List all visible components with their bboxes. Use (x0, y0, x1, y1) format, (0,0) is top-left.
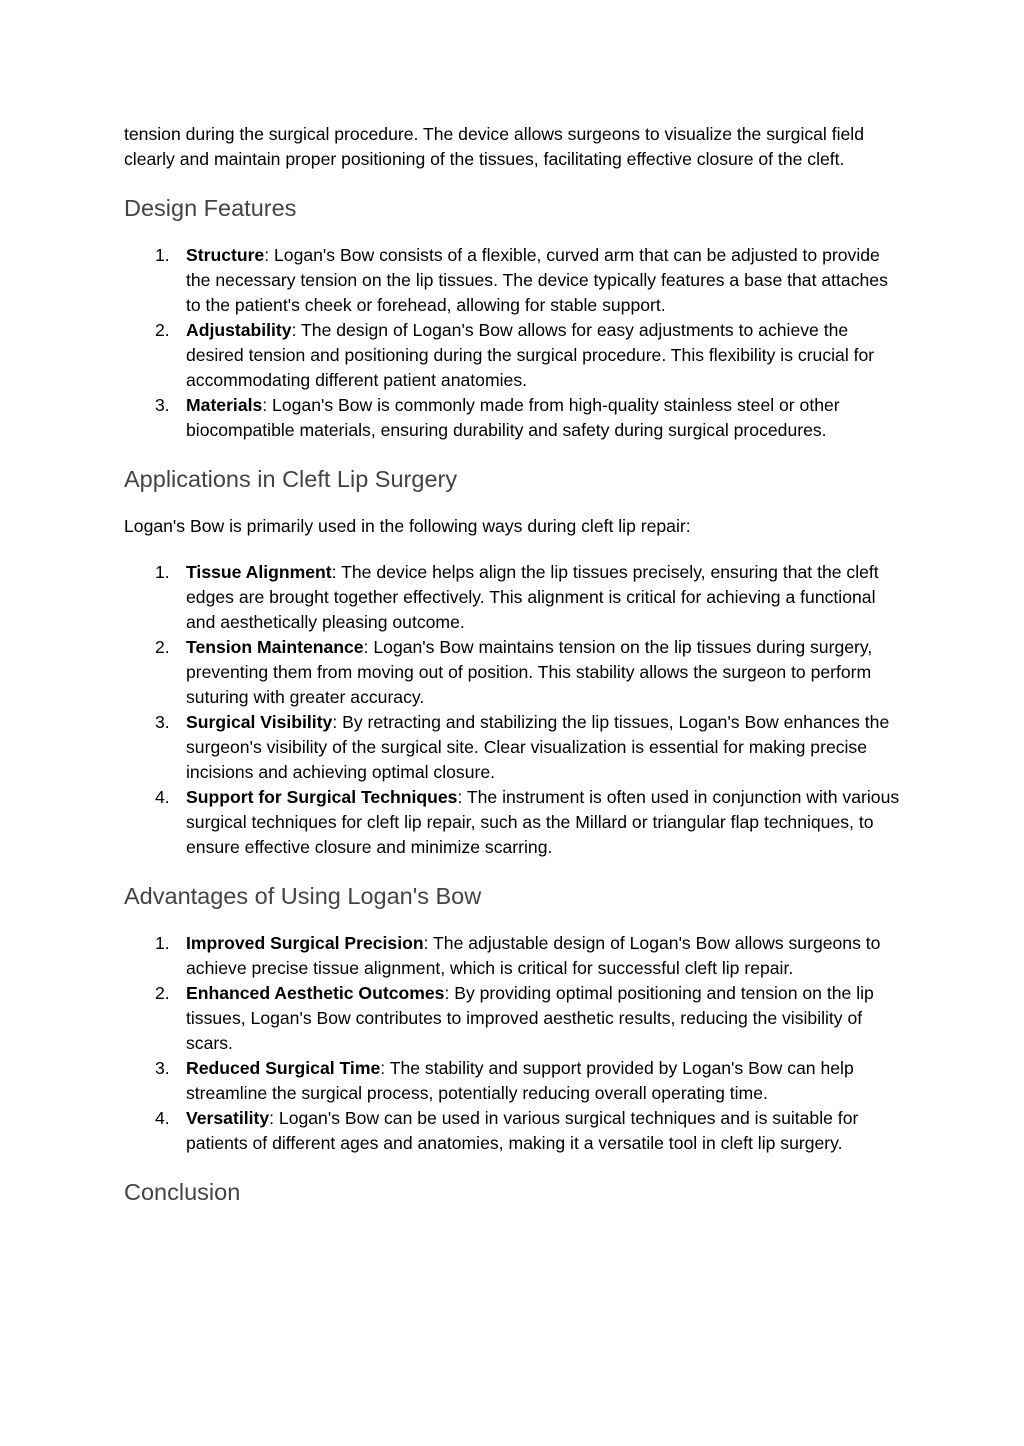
list-item: 4. Versatility: Logan's Bow can be used in various surgical techniques and is suitable for patients of different ages and anatomies, making it a versatile tool in cleft lip surgery. (155, 1108, 859, 1153)
conclusion-heading: Conclusion (124, 1179, 241, 1205)
list-item: 3. Surgical Visibility: By retracting and stabilizing the lip tissues, Logan's Bow enhances the surgeon's visibility of the surgical site. Clear visualization is essential for making precise incisions and achieving optimal closure. (155, 712, 890, 782)
applications-heading: Applications in Cleft Lip Surgery (124, 466, 458, 492)
advantages-heading: Advantages of Using Logan's Bow (124, 883, 482, 909)
document-page (124, 122, 900, 1206)
design-features-heading: Design Features (124, 195, 297, 221)
list-item: 1. Improved Surgical Precision: The adjustable design of Logan's Bow allows surgeons to achieve precise tissue alignment, which is critical for successful cleft lip repair. (155, 933, 881, 978)
intro-paragraph: tension during the surgical procedure. The device allows surgeons to visualize the surgical field clearly and maintain proper positioning of the tissues, facilitating effective closure of the cleft. (124, 124, 865, 169)
applications-intro: Logan's Bow is primarily used in the following ways during cleft lip repair: (124, 516, 691, 536)
advantages-list (124, 931, 900, 1156)
applications-list (124, 560, 900, 860)
list-item: 4. Support for Surgical Techniques: The instrument is often used in conjunction with various surgical techniques for cleft lip repair, such as the Millard or triangular flap techniques, to ensure effective closure and minimize scarring. (155, 787, 900, 857)
design-features-list (124, 243, 900, 443)
list-item: 2. Adjustability: The design of Logan's Bow allows for easy adjustments to achieve the desired tension and positioning during the surgical procedure. This flexibility is crucial for accommodating different patient anatomies. (155, 320, 875, 390)
list-item: 1. Tissue Alignment: The device helps align the lip tissues precisely, ensuring that the cleft edges are brought together effectively. This alignment is critical for achieving a functional and aesthetically pleasing outcome. (155, 562, 879, 632)
list-item: 3. Reduced Surgical Time: The stability and support provided by Logan's Bow can help streamline the surgical process, potentially reducing overall operating time. (155, 1058, 854, 1103)
list-item: 2. Enhanced Aesthetic Outcomes: By providing optimal positioning and tension on the lip tissues, Logan's Bow contributes to improved aesthetic results, reducing the visibility of scars. (155, 983, 874, 1053)
list-item: 3. Materials: Logan's Bow is commonly made from high-quality stainless steel or other biocompatible materials, ensuring durability and safety during surgical procedures. (155, 395, 840, 440)
list-item: 1. Structure: Logan's Bow consists of a flexible, curved arm that can be adjusted to provide the necessary tension on the lip tissues. The device typically features a base that attaches to the patient's cheek or forehead, allowing for stable support. (155, 245, 888, 315)
list-item: 2. Tension Maintenance: Logan's Bow maintains tension on the lip tissues during surgery, preventing them from moving out of position. This stability allows the surgeon to perform suturing with greater accuracy. (155, 637, 873, 707)
